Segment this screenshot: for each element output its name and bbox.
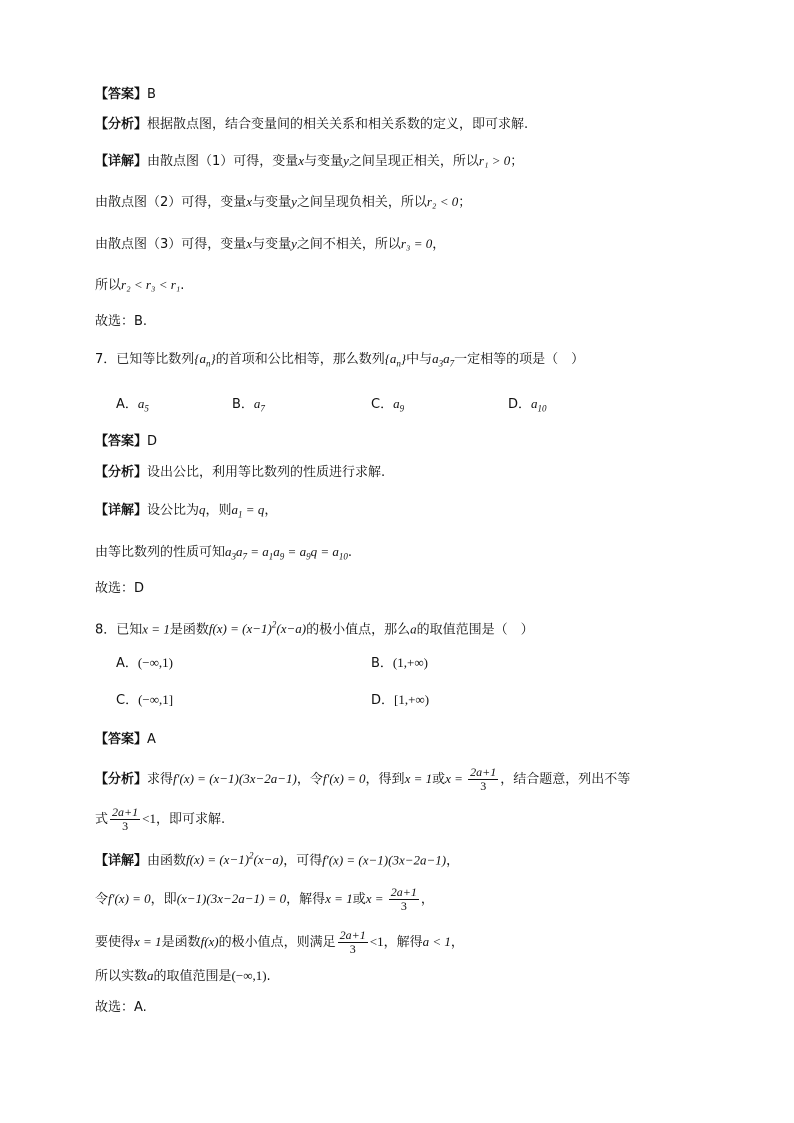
q7-stem-line: [95, 350, 584, 373]
math-a7: $a_7$: [253, 396, 265, 414]
math-function-f: $f(x) = (x-1)^2(x-a)$: [208, 620, 307, 637]
answer-tag: 【答案】: [95, 732, 148, 747]
option-label: D．: [508, 397, 532, 412]
detail-text: 设公比为: [147, 503, 200, 518]
math-x: x: [246, 236, 253, 251]
math-r3-zero: r₃ = 0: [400, 236, 433, 251]
math-derivative: f′(x) = (x−1)(3x−2a−1): [173, 771, 297, 786]
analysis-text: 根据散点图，结合变量间的相关关系和相关系数的定义，即可求解.: [147, 117, 529, 132]
q8-option-b: [371, 654, 428, 673]
q8-answer-line: [95, 731, 156, 749]
math-sequence-an: $\{a_n\}$: [384, 351, 407, 369]
q6-choose-line: [95, 313, 147, 331]
punct: ，: [420, 892, 434, 907]
analysis-text: ，结合题意，列出不等: [500, 772, 631, 787]
math-y: y: [291, 236, 297, 251]
math-range: (−∞,1): [231, 968, 267, 983]
math-a: a: [147, 968, 154, 983]
detail-text: 令: [95, 892, 109, 907]
math-x: x: [246, 194, 253, 209]
answer-value: A: [147, 732, 156, 747]
math-lt-1: <1: [142, 811, 156, 826]
detail-text: 由散点图（1）可得，变量: [147, 154, 299, 169]
detail-text: 由等比数列的性质可知: [95, 545, 226, 560]
q6-answer-line: [95, 86, 156, 104]
punct: ，: [450, 935, 464, 950]
q8-analysis-line-2: [95, 806, 225, 833]
math-a3a7: $a_3a_7$: [432, 351, 455, 369]
detail-text: ，解得: [383, 935, 423, 950]
punct: ，: [264, 503, 278, 518]
detail-text: 的取值范围是: [153, 969, 232, 984]
option-label: B．: [371, 656, 393, 671]
q7-option-a: [116, 395, 149, 418]
option-label: C．: [116, 693, 139, 708]
q8-analysis-line-1: [95, 766, 630, 793]
q8-stem-line: [95, 616, 534, 639]
option-label: A．: [116, 397, 138, 412]
math-q: q: [199, 502, 206, 517]
q7-choose-line: [95, 580, 144, 598]
punct: ，: [446, 853, 460, 869]
option-label: A．: [116, 656, 138, 671]
q6-detail-line-1: [95, 152, 523, 171]
detail-text: 所以: [95, 278, 122, 293]
detail-text: ，即: [150, 892, 177, 907]
math-r-order: r₂ < r₃ < r₁: [121, 277, 181, 292]
q8-option-c: [116, 691, 173, 710]
choose-text: 故选：B.: [95, 314, 148, 329]
q7-option-b: [232, 395, 265, 418]
q6-detail-line-2: [95, 193, 471, 212]
q7-option-d: [508, 395, 547, 418]
stem-text: 7．已知等比数列: [95, 352, 195, 367]
stem-text: 的极小值点，那么: [306, 622, 411, 638]
q7-analysis-line: [95, 464, 385, 482]
option-math: (1,+∞): [392, 655, 428, 670]
analysis-text: 式: [95, 812, 109, 827]
choose-text: 故选：D: [95, 581, 145, 596]
detail-text: 由散点图（2）可得，变量: [95, 195, 247, 210]
fraction-2a-plus-1-over-3: $\frac{2a+1}{3}$: [390, 885, 417, 913]
math-x: x: [298, 153, 305, 168]
detail-text: 或: [352, 892, 366, 907]
detail-text: 之间呈现正相关，所以: [348, 154, 479, 169]
q7-answer-line: [95, 433, 157, 451]
math-fx: f(x): [200, 934, 219, 949]
option-label: B．: [232, 397, 254, 412]
analysis-tag: 【分析】: [95, 772, 148, 787]
math-x-eq-frac: x =: [445, 771, 467, 786]
answer-value: B: [147, 87, 156, 102]
detail-text: 与变量: [304, 154, 344, 169]
math-derivative-zero: f′(x) = 0: [108, 891, 151, 906]
detail-text: 是函数: [161, 935, 201, 950]
analysis-text: 或: [432, 772, 446, 787]
math-r1-positive: r₁ > 0: [478, 153, 511, 168]
option-math: (−∞,1]: [138, 692, 174, 707]
math-sequence-an: $\{a_n\}$: [194, 351, 216, 369]
detail-text: 所以实数: [95, 969, 148, 984]
math-x-eq-1: x = 1: [134, 934, 162, 949]
math-derivative: f′(x) = (x−1)(3x−2a−1): [322, 852, 447, 868]
analysis-tag: 【分析】: [95, 117, 148, 132]
option-math: [1,+∞): [394, 692, 430, 707]
math-y: y: [343, 153, 349, 168]
detail-text: ，可得: [283, 853, 323, 869]
answer-tag: 【答案】: [95, 87, 148, 102]
math-a9: $a_9$: [393, 396, 405, 414]
stem-text: 8．已知: [95, 622, 143, 638]
q6-detail-line-3: [95, 235, 445, 254]
punct: .: [266, 969, 271, 984]
math-function-f: $f(x) = (x-1)^2(x-a)$: [186, 851, 284, 868]
math-derivative-zero: f′(x) = 0: [322, 771, 366, 786]
math-x-eq-1: x = 1: [142, 621, 170, 637]
punct: .: [347, 545, 352, 560]
detail-text: 之间呈现负相关，所以: [296, 195, 427, 210]
math-a1-eq-q: $a_1 = q$: [231, 502, 265, 520]
detail-tag: 【详解】: [95, 154, 148, 169]
math-x-eq-1: x = 1: [404, 771, 433, 786]
analysis-text: ，得到: [365, 772, 405, 787]
punct: ；: [510, 154, 524, 169]
detail-tag: 【详解】: [95, 853, 148, 869]
stem-text: 的首项和公比相等，那么数列: [215, 352, 385, 367]
stem-text: 是函数: [169, 622, 209, 638]
option-label: D．: [371, 693, 395, 708]
detail-text: ，则: [205, 503, 232, 518]
q8-detail-line-2: [95, 886, 434, 913]
analysis-text: ，令: [296, 772, 323, 787]
option-label: C．: [371, 397, 394, 412]
math-r2-negative: r₂ < 0: [426, 194, 459, 209]
stem-text: 一定相等的项是（ ）: [454, 352, 585, 367]
option-math: (−∞,1): [137, 655, 173, 670]
analysis-text: 设出公比，利用等比数列的性质进行求解.: [147, 465, 386, 480]
analysis-text: 求得: [147, 772, 174, 787]
q8-detail-line-3: [95, 929, 464, 956]
answer-value: D: [147, 434, 158, 449]
math-x-eq-1: x = 1: [325, 891, 353, 906]
q7-detail-line-2: [95, 543, 352, 566]
q7-option-c: [371, 395, 404, 418]
answer-tag: 【答案】: [95, 434, 148, 449]
math-a: a: [410, 621, 417, 637]
punct: .: [180, 278, 185, 293]
fraction-2a-plus-1-over-3: $\frac{2a+1}{3}$: [339, 928, 366, 956]
detail-text: 由散点图（3）可得，变量: [95, 237, 247, 252]
punct: ，: [432, 237, 446, 252]
analysis-tag: 【分析】: [95, 465, 148, 480]
q7-detail-line-1: [95, 501, 277, 524]
detail-text: 与变量: [252, 195, 292, 210]
q6-analysis-line: [95, 116, 528, 134]
detail-text: 由函数: [147, 853, 187, 869]
detail-text: ，解得: [286, 892, 326, 907]
choose-text: 故选：A.: [95, 1000, 147, 1015]
q8-option-d: [371, 691, 429, 710]
detail-text: 之间不相关，所以: [296, 237, 401, 252]
q8-detail-line-4: [95, 967, 271, 986]
math-a5: $a_5$: [137, 396, 149, 414]
math-y: y: [291, 194, 297, 209]
math-a10: $a_{10}$: [531, 396, 547, 414]
punct: ；: [458, 195, 472, 210]
q6-conclusion-line: [95, 276, 184, 295]
analysis-text: ，即可求解.: [155, 812, 226, 827]
math-x-eq-frac: x =: [365, 891, 387, 906]
fraction-2a-plus-1-over-3: $\frac{2a+1}{3}$: [470, 765, 497, 793]
q8-option-a: [116, 654, 173, 673]
math-equation-zero: (x−1)(3x−2a−1) = 0: [176, 891, 287, 906]
detail-text: 与变量: [252, 237, 292, 252]
stem-text: 中与: [406, 352, 433, 367]
detail-text: 要使得: [95, 935, 135, 950]
q8-choose-line: [95, 999, 147, 1017]
q8-detail-line-1: [95, 847, 459, 870]
detail-text: 的极小值点，则满足: [218, 935, 336, 950]
math-lt-1: <1: [369, 934, 384, 949]
math-product-chain: $a_3a_7 = a_1a_9 = a_9q = a_{10}$: [225, 544, 348, 562]
math-a-lt-1: a < 1: [422, 934, 451, 949]
fraction-2a-plus-1-over-3: $\frac{2a+1}{3}$: [112, 805, 139, 833]
stem-text: 的取值范围是（ ）: [416, 622, 534, 638]
detail-tag: 【详解】: [95, 503, 148, 518]
